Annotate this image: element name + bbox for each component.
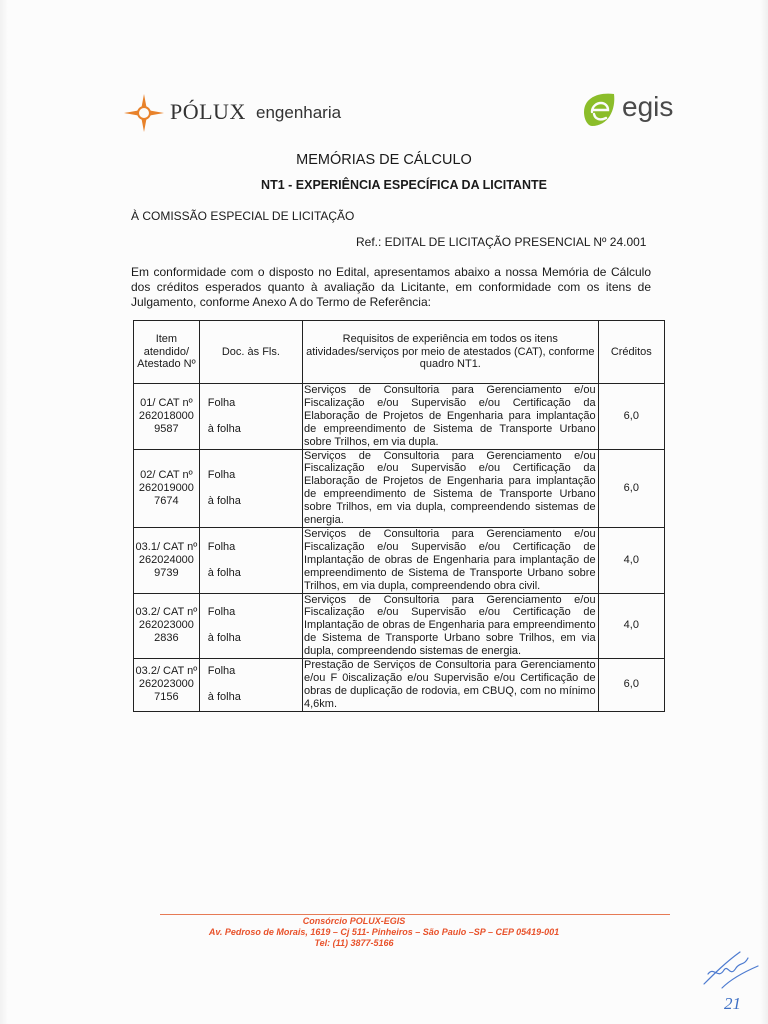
doc-a-folha: à folha [207,632,241,645]
header-credits: Créditos [598,321,664,384]
doc-folha: Folha [207,665,236,678]
row-item: 03.2/ CAT nº 262023000 7156 [134,659,200,712]
row-doc [199,449,302,527]
row-requirements: Serviços de Consultoria para Gerenciamento e/ou Fiscalização e/ou Supervisão e/ou Certificação da Elaboração de Projetos de Engenharia para implantação de empreendimento de Sistema de Transporte Urbano sobre Trilhos, em via dupla, compreendendo sistemas de energia. [303,449,599,527]
intro-paragraph: Em conformidade com o disposto no Edital, apresentamos abaixo a nossa Memória de Cálculo dos créditos esperados quanto à avaliação da Licitante, em conformidade com os itens de Julgamento, conforme Anexo A do Termo de Referência: [131,265,651,309]
footer-address: Av. Pedroso de Morais, 1619 – Cj 511- Pinheiros – São Paulo –SP – CEP 05419-001 [208,927,560,937]
row-item: 03.1/ CAT nº 262024000 9739 [134,527,200,593]
table-row [134,527,665,593]
table-row [134,384,665,450]
footer-divider [160,914,670,915]
row-credits: 4,0 [598,593,664,659]
row-requirements: Prestação de Serviços de Consultoria para Gerenciamento e/ou F 0iscalização e/ou Supervisão e/ou Certificação de obras de duplicação de rodovia, em CBUQ, com no mínimo 4,6km. [303,659,599,712]
row-credits: 6,0 [598,449,664,527]
row-item: 03.2/ CAT nº 262023000 2836 [134,593,200,659]
row-item: 02/ CAT nº 262019000 7674 [134,449,200,527]
table-row [134,449,665,527]
table-header-row [134,321,665,384]
page-number: 21 [724,994,741,1013]
table-row [134,659,665,712]
egis-logo [580,90,690,130]
doc-a-folha: à folha [207,566,241,579]
row-credits: 6,0 [598,659,664,712]
row-doc [199,659,302,712]
leaf-e-icon [580,90,620,130]
nt1-table [133,320,665,712]
document-title: MEMÓRIAS DE CÁLCULO [296,152,472,168]
row-requirements: Serviços de Consultoria para Gerenciamento e/ou Fiscalização e/ou Supervisão e/ou Certificação de Implantação de obras de Engenharia para implantação de empreendimento de Sistema de Transporte Urbano sobre Trilhos, em via dupla, compreendendo obra civil. [303,527,599,593]
row-requirements: Serviços de Consultoria para Gerenciamento e/ou Fiscalização e/ou Supervisão e/ou Certificação de Implantação de obras de Engenharia para empreendimento de Sistema de Transporte Urbano sobre Trilhos, em via dupla, compreendendo sistemas de energia. [303,593,599,659]
row-doc [199,384,302,450]
row-credits: 4,0 [598,527,664,593]
signature-initials [700,944,762,992]
doc-a-folha: à folha [207,691,241,704]
footer-phone: Tel: (11) 3877-5166 [314,938,394,948]
header-requirements: Requisitos de experiência em todos os itens atividades/serviços por meio de atestados (CAT), conforme quadro NT1. [303,321,599,384]
footer-consortium: Consórcio POLUX-EGIS [302,916,406,926]
reference: Ref.: EDITAL DE LICITAÇÃO PRESENCIAL Nº 24.001 [356,235,647,249]
polux-brand-sub: engenharia [256,103,342,122]
row-doc [199,527,302,593]
star-compass-icon [124,94,164,132]
addressee: À COMISSÃO ESPECIAL DE LICITAÇÃO [131,209,355,223]
header-item: Item atendido/ Atestado Nº [134,321,200,384]
row-requirements: Serviços de Consultoria para Gerenciamento e/ou Fiscalização e/ou Supervisão e/ou Certificação da Elaboração de Projetos de Engenharia para implantação de empreendimento de Sistema de Transporte Urbano sobre Trilhos, em via dupla. [303,384,599,450]
doc-a-folha: à folha [207,422,241,435]
doc-folha: Folha [207,468,236,481]
egis-brand: egis [622,91,674,122]
doc-folha: Folha [207,396,236,409]
header-doc: Doc. às Fls. [199,321,302,384]
document-subtitle: NT1 - EXPERIÊNCIA ESPECÍFICA DA LICITANTE [261,178,547,192]
row-credits: 6,0 [598,384,664,450]
doc-folha: Folha [207,540,236,553]
row-doc [199,593,302,659]
doc-a-folha: à folha [207,494,241,507]
polux-logo [124,94,364,132]
polux-brand: PÓLUX [170,99,246,124]
table-row [134,593,665,659]
doc-folha: Folha [207,606,236,619]
row-item: 01/ CAT nº 262018000 9587 [134,384,200,450]
